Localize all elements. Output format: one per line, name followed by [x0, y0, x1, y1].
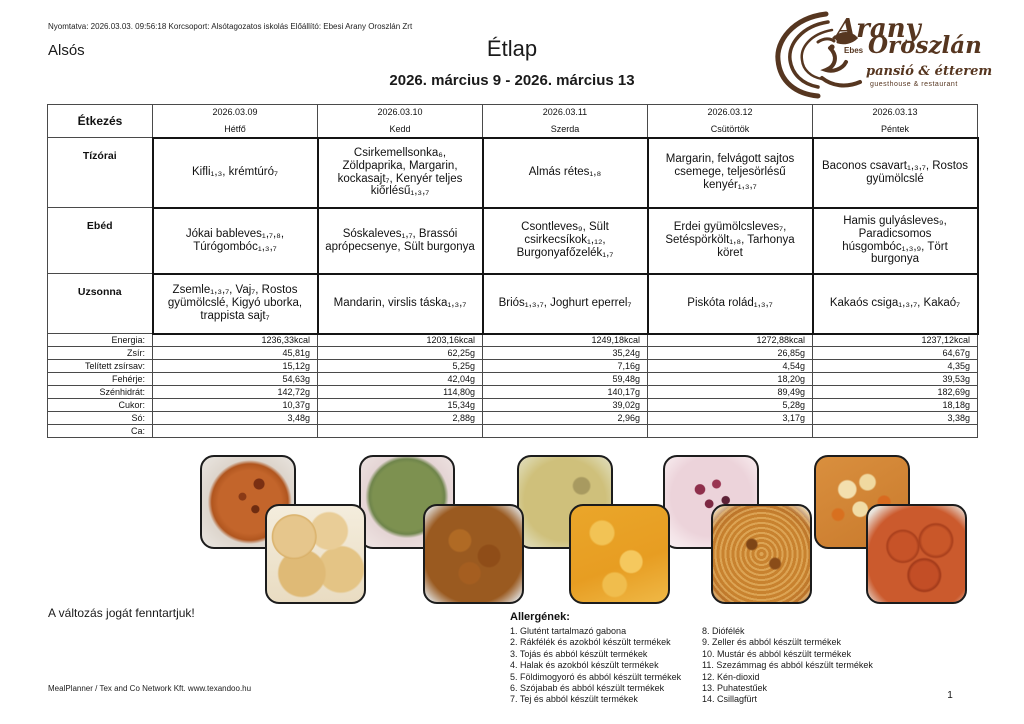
meal-cell-tuesday: Sóskaleves₁,₇, Brassói aprópecsenye, Sült burgonya [318, 208, 483, 274]
day-date: 2026.03.09 [212, 107, 258, 118]
nutrition-value-friday [813, 425, 978, 438]
meal-row-label: Ebéd [48, 208, 153, 274]
day-name: Kedd [389, 124, 411, 135]
age-group-label: Alsós [48, 42, 85, 59]
day-header-friday [813, 105, 978, 138]
change-disclaimer: A változás jogát fenntartjuk! [48, 606, 195, 620]
nutrition-row-saturated-fat [48, 360, 978, 373]
logo-brand-small: Ebes [844, 46, 864, 55]
allergen-item: 8. Diófélék [702, 626, 745, 636]
nutrition-label: Szénhidrát: [48, 386, 153, 399]
nutrition-value-wednesday: 140,17g [483, 386, 648, 399]
allergen-item: 12. Kén-dioxid [702, 671, 760, 682]
meal-row-afternoon-snack [48, 274, 978, 334]
day-header-thursday [648, 105, 813, 138]
nutrition-value-friday: 182,69g [813, 386, 978, 399]
meal-cell-friday: Baconos csavart₁,₃,₇, Rostos gyümölcslé [813, 138, 978, 208]
logo-tagline: pansió & étterem [866, 64, 993, 79]
day-name: Csütörtök [710, 124, 750, 135]
nutrition-value-monday: 45,81g [153, 347, 318, 360]
nutrition-value-wednesday: 35,24g [483, 347, 648, 360]
nutrition-value-monday: 10,37g [153, 399, 318, 412]
day-header-monday [153, 105, 318, 138]
nutrition-value-friday: 1237,12kcal [813, 334, 978, 347]
day-date: 2026.03.10 [377, 107, 423, 118]
nutrition-value-wednesday: 39,02g [483, 399, 648, 412]
restaurant-logo [772, 8, 1008, 100]
meal-cell-thursday: Margarin, felvágott sajtos csemege, teljesörlésű kenyér₁,₃,₇ [648, 138, 813, 208]
day-name: Hétfő [224, 124, 246, 135]
food-photo-brassoi-roast [423, 504, 524, 604]
nutrition-value-thursday: 3,17g [648, 412, 813, 425]
nutrition-row-carbohydrate [48, 386, 978, 399]
nutrition-value-thursday: 89,49g [648, 386, 813, 399]
nutrition-value-thursday [648, 425, 813, 438]
meal-cell-friday: Hamis gulyásleves₉, Paradicsomos húsgombóc₁,₃,₉, Tört burgonya [813, 208, 978, 274]
nutrition-value-thursday: 18,20g [648, 373, 813, 386]
nutrition-label: Telített zsírsav: [48, 360, 153, 373]
meal-cell-thursday: Piskóta rolád₁,₃,₇ [648, 274, 813, 334]
nutrition-value-friday: 4,35g [813, 360, 978, 373]
nutrition-value-friday: 64,67g [813, 347, 978, 360]
nutrition-value-friday: 39,53g [813, 373, 978, 386]
nutrition-value-tuesday: 62,25g [318, 347, 483, 360]
allergen-item: 7. Tej és abból készült termékek [510, 694, 638, 705]
nutrition-value-wednesday: 7,16g [483, 360, 648, 373]
logo-tagline-english: guesthouse & restaurant [870, 81, 958, 88]
nutrition-value-tuesday: 15,34g [318, 399, 483, 412]
nutrition-value-monday [153, 425, 318, 438]
meal-cell-friday: Kakaós csiga₁,₃,₇, Kakaó₇ [813, 274, 978, 334]
nutrition-value-monday: 54,63g [153, 373, 318, 386]
printed-info-line: Nyomtatva: 2026.03.03. 09:56:18 Korcsoport: Alsótagozatos iskolás Előállító: Ebesi Arany Oroszlán Zrt [48, 22, 413, 31]
allergen-item: 13. Puhatestűek [702, 683, 768, 694]
nutrition-value-monday: 3,48g [153, 412, 318, 425]
meal-cell-monday: Zsemle₁,₃,₇, Vaj₇, Rostos gyümölcslé, Kigyó uborka, trappista sajt₇ [153, 274, 318, 334]
footer-credit: MealPlanner / Tex and Co Network Kft. www.texandoo.hu [48, 684, 252, 693]
meal-cell-tuesday: Mandarin, virslis táska₁,₃,₇ [318, 274, 483, 334]
meal-cell-wednesday: Briós₁,₃,₇, Joghurt eperrel₇ [483, 274, 648, 334]
nutrition-label: Ca: [48, 425, 153, 438]
nutrition-label: Cukor: [48, 399, 153, 412]
nutrition-value-tuesday: 1203,16kcal [318, 334, 483, 347]
nutrition-row-protein [48, 373, 978, 386]
allergen-item: 4. Halak és azokból készült termékek [510, 660, 659, 671]
allergen-item: 1. Glutént tartalmazó gabona [510, 626, 627, 636]
nutrition-value-tuesday: 42,04g [318, 373, 483, 386]
corner-header-cell: Étkezés [48, 105, 153, 138]
nutrition-value-monday: 142,72g [153, 386, 318, 399]
allergens-title: Allergének: [510, 611, 570, 623]
page-title: Étlap [486, 36, 538, 61]
logo-brand-word2: Oroszlán [868, 32, 982, 59]
page-number: 1 [947, 690, 953, 701]
day-header-wednesday [483, 105, 648, 138]
nutrition-value-wednesday: 59,48g [483, 373, 648, 386]
meal-cell-thursday: Erdei gyümölcsleves₇, Setéspörkölt₁,₈, Tarhonya köret [648, 208, 813, 274]
nutrition-value-thursday: 1272,88kcal [648, 334, 813, 347]
day-header-tuesday [318, 105, 483, 138]
nutrition-value-friday: 3,38g [813, 412, 978, 425]
nutrition-row-calcium [48, 425, 978, 438]
nutrition-row-sugar [48, 399, 978, 412]
nutrition-value-wednesday: 1249,18kcal [483, 334, 648, 347]
allergen-item: 3. Tojás és abból készült termékek [510, 648, 648, 659]
day-date: 2026.03.12 [707, 107, 753, 118]
day-name: Péntek [880, 124, 910, 135]
nutrition-value-tuesday: 5,25g [318, 360, 483, 373]
nutrition-label: Energia: [48, 334, 153, 347]
nutrition-row-salt [48, 412, 978, 425]
meal-row-morning-snack [48, 138, 978, 208]
food-photo-breaded-dumplings [265, 504, 366, 604]
nutrition-value-wednesday: 2,96g [483, 412, 648, 425]
food-photo-potato-stew [569, 504, 670, 604]
nutrition-value-wednesday [483, 425, 648, 438]
food-photo-tarhonya [711, 504, 812, 604]
allergens-column-1 [510, 626, 681, 706]
nutrition-label: Só: [48, 412, 153, 425]
allergen-item: 9. Zeller és abból készült termékek [702, 637, 842, 648]
weekly-menu-table [47, 104, 979, 438]
nutrition-value-tuesday [318, 425, 483, 438]
allergen-item: 14. Csillagfürt [702, 694, 758, 705]
nutrition-value-friday: 18,18g [813, 399, 978, 412]
nutrition-value-monday: 1236,33kcal [153, 334, 318, 347]
nutrition-row-fat [48, 347, 978, 360]
logo-brand-word1: Arany [836, 14, 921, 44]
meal-cell-wednesday: Csontleves₉, Sült csirkecsíkok₁,₁₂, Burgonyafőzelék₁,₇ [483, 208, 648, 274]
nutrition-value-tuesday: 114,80g [318, 386, 483, 399]
nutrition-label: Zsír: [48, 347, 153, 360]
allergen-item: 5. Földimogyoró és abból készült termékek [510, 671, 682, 682]
meal-row-lunch [48, 208, 978, 274]
meal-cell-tuesday: Csirkemellsonka₆, Zöldpaprika, Margarin, kockasajt₇, Kenyér teljes kiőrlésű₁,₃,₇ [318, 138, 483, 208]
allergen-item: 6. Szójabab és abból készült termékek [510, 683, 665, 694]
nutrition-value-monday: 15,12g [153, 360, 318, 373]
nutrition-value-thursday: 4,54g [648, 360, 813, 373]
table-header-row [48, 105, 978, 138]
meal-cell-wednesday: Almás rétes₁,₈ [483, 138, 648, 208]
meal-row-label: Uzsonna [48, 274, 153, 334]
nutrition-value-thursday: 26,85g [648, 347, 813, 360]
nutrition-value-thursday: 5,28g [648, 399, 813, 412]
allergen-item: 10. Mustár és abból készült termékek [702, 648, 852, 659]
date-range-subtitle: 2026. március 9 - 2026. március 13 [389, 72, 635, 89]
day-date: 2026.03.13 [872, 107, 918, 118]
meal-cell-monday: Kifli₁,₃, krémtúró₇ [153, 138, 318, 208]
day-name: Szerda [550, 124, 580, 135]
food-photo-meatballs [866, 504, 967, 604]
nutrition-value-tuesday: 2,88g [318, 412, 483, 425]
allergens-column-2 [702, 626, 873, 706]
allergen-item: 11. Szezámmag és abból készült termékek [702, 660, 873, 671]
meal-row-label: Tízórai [48, 138, 153, 208]
meal-cell-monday: Jókai bableves₁,₇,₈, Túrógombóc₁,₃,₇ [153, 208, 318, 274]
day-date: 2026.03.11 [542, 107, 588, 118]
nutrition-row-energy [48, 334, 978, 347]
nutrition-label: Fehérje: [48, 373, 153, 386]
allergen-item: 2. Rákfélék és azokból készült termékek [510, 637, 671, 648]
